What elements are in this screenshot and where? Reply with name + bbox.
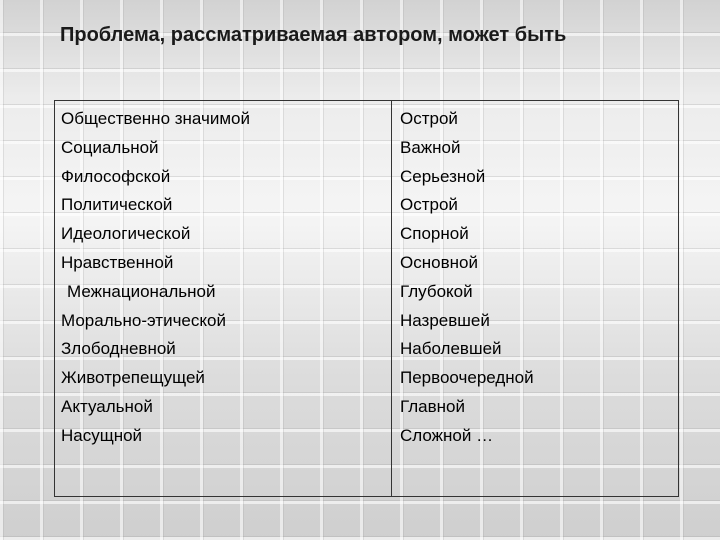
- left-term: Морально-этической: [61, 310, 226, 330]
- right-term: Первоочередной: [400, 368, 534, 388]
- right-term: Важной: [400, 137, 461, 157]
- left-term: Злободневной: [61, 339, 176, 359]
- left-term: Идеологической: [61, 224, 191, 244]
- right-term: Сложной …: [400, 425, 494, 445]
- left-term: Насущной: [61, 425, 143, 445]
- left-term: Актуальной: [61, 396, 153, 416]
- left-term: Общественно значимой: [61, 109, 251, 128]
- slide-title: Проблема, рассматриваемая автором, может быть: [60, 24, 567, 46]
- left-term: Социальной: [61, 137, 159, 157]
- right-term: Назревшей: [400, 310, 490, 330]
- terms-table: [54, 100, 679, 497]
- right-term: Глубокой: [400, 281, 473, 301]
- left-term: Философской: [61, 166, 171, 186]
- left-term: Животрепещущей: [61, 368, 205, 388]
- left-term: Межнациональной: [67, 281, 216, 301]
- right-term: Острой: [400, 195, 458, 215]
- right-term: Спорной: [400, 224, 469, 244]
- right-terms-column: [392, 101, 678, 496]
- left-term: Политической: [61, 195, 173, 215]
- right-term: Основной: [400, 252, 478, 272]
- right-term: Наболевшей: [400, 339, 502, 359]
- right-term: Серьезной: [400, 166, 486, 186]
- right-term: Острой: [400, 109, 458, 128]
- right-term: Главной: [400, 396, 465, 416]
- left-term: Нравственной: [61, 252, 174, 272]
- left-terms-column: [55, 101, 392, 496]
